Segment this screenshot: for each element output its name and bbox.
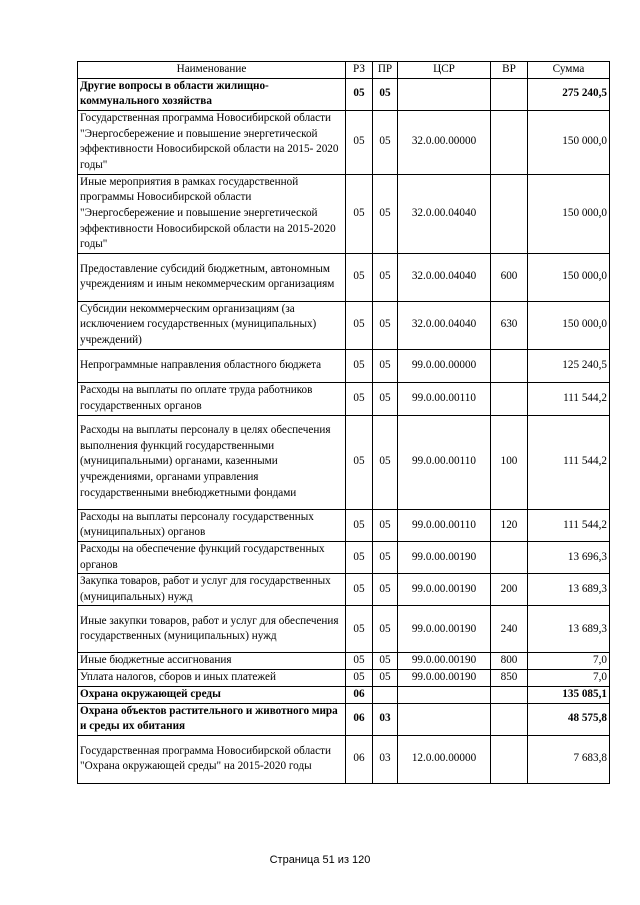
table-row bbox=[78, 415, 610, 509]
cell-pr: 05 bbox=[373, 653, 398, 670]
cell-sum: 111 544,2 bbox=[528, 415, 610, 509]
cell-pr: 03 bbox=[373, 735, 398, 783]
cell-vr: 100 bbox=[491, 415, 528, 509]
cell-vr bbox=[491, 541, 528, 573]
cell-pr: 05 bbox=[373, 669, 398, 686]
cell-vr: 200 bbox=[491, 574, 528, 606]
header-pr: ПР bbox=[373, 62, 398, 79]
cell-csr: 32.0.00.04040 bbox=[398, 253, 491, 301]
page-number: Страница 51 из 120 bbox=[269, 854, 371, 866]
cell-sum: 135 085,1 bbox=[528, 686, 610, 703]
cell-rz: 06 bbox=[346, 735, 373, 783]
table-row bbox=[78, 301, 610, 349]
cell-sum: 150 000,0 bbox=[528, 301, 610, 349]
cell-pr: 05 bbox=[373, 174, 398, 253]
cell-name: Иные закупки товаров, работ и услуг для обеспечения государственных (муниципальных) нужд bbox=[78, 606, 346, 653]
cell-rz: 05 bbox=[346, 669, 373, 686]
header-sum: Сумма bbox=[528, 62, 610, 79]
cell-sum: 275 240,5 bbox=[528, 78, 610, 110]
header-csr: ЦСР bbox=[398, 62, 491, 79]
cell-vr: 600 bbox=[491, 253, 528, 301]
table-row bbox=[78, 653, 610, 670]
cell-csr: 12.0.00.00000 bbox=[398, 735, 491, 783]
table-row bbox=[78, 574, 610, 606]
cell-rz: 05 bbox=[346, 382, 373, 415]
cell-name: Расходы на выплаты персоналу в целях обеспечения выполнения функций государственными (муниципальными) органами, казенными учреждениями, органами управления государственными внебюджетными фондами bbox=[78, 415, 346, 509]
cell-rz: 05 bbox=[346, 174, 373, 253]
cell-vr bbox=[491, 686, 528, 703]
cell-csr: 99.0.00.00110 bbox=[398, 382, 491, 415]
cell-pr: 05 bbox=[373, 541, 398, 573]
cell-pr: 05 bbox=[373, 382, 398, 415]
cell-vr: 800 bbox=[491, 653, 528, 670]
cell-name: Предоставление субсидий бюджетным, автономным учреждениям и иным некоммерческим организациям bbox=[78, 253, 346, 301]
cell-vr bbox=[491, 703, 528, 735]
cell-rz: 05 bbox=[346, 253, 373, 301]
header-vr: ВР bbox=[491, 62, 528, 79]
table-row bbox=[78, 174, 610, 253]
cell-csr: 32.0.00.04040 bbox=[398, 301, 491, 349]
cell-csr: 99.0.00.00190 bbox=[398, 574, 491, 606]
cell-sum: 7 683,8 bbox=[528, 735, 610, 783]
cell-csr: 99.0.00.00190 bbox=[398, 541, 491, 573]
table-row bbox=[78, 110, 610, 174]
cell-name: Закупка товаров, работ и услуг для государственных (муниципальных) нужд bbox=[78, 574, 346, 606]
table-header-row bbox=[78, 62, 610, 79]
cell-sum: 7,0 bbox=[528, 653, 610, 670]
cell-sum: 150 000,0 bbox=[528, 174, 610, 253]
cell-sum: 111 544,2 bbox=[528, 509, 610, 541]
cell-vr bbox=[491, 110, 528, 174]
cell-rz: 05 bbox=[346, 541, 373, 573]
cell-pr: 05 bbox=[373, 606, 398, 653]
cell-csr: 99.0.00.00110 bbox=[398, 509, 491, 541]
cell-vr bbox=[491, 174, 528, 253]
cell-csr bbox=[398, 686, 491, 703]
table-row bbox=[78, 735, 610, 783]
cell-pr: 05 bbox=[373, 509, 398, 541]
cell-csr: 99.0.00.00190 bbox=[398, 653, 491, 670]
table-row bbox=[78, 349, 610, 382]
header-rz: РЗ bbox=[346, 62, 373, 79]
cell-vr: 240 bbox=[491, 606, 528, 653]
cell-pr: 05 bbox=[373, 415, 398, 509]
table-row bbox=[78, 509, 610, 541]
cell-sum: 150 000,0 bbox=[528, 253, 610, 301]
cell-csr: 99.0.00.00110 bbox=[398, 415, 491, 509]
cell-sum: 150 000,0 bbox=[528, 110, 610, 174]
table-row bbox=[78, 686, 610, 703]
cell-pr: 05 bbox=[373, 78, 398, 110]
cell-rz: 05 bbox=[346, 509, 373, 541]
cell-sum: 13 689,3 bbox=[528, 606, 610, 653]
cell-vr bbox=[491, 349, 528, 382]
cell-pr: 05 bbox=[373, 574, 398, 606]
cell-sum: 111 544,2 bbox=[528, 382, 610, 415]
cell-rz: 05 bbox=[346, 574, 373, 606]
cell-name: Иные мероприятия в рамках государственной программы Новосибирской области "Энергосбережение и повышение энергетической эффективности Новосибирской области на 2015-2020 годы" bbox=[78, 174, 346, 253]
cell-vr bbox=[491, 735, 528, 783]
cell-csr: 32.0.00.04040 bbox=[398, 174, 491, 253]
cell-name: Субсидии некоммерческим организациям (за исключением государственных (муниципальных) учреждений) bbox=[78, 301, 346, 349]
cell-rz: 05 bbox=[346, 606, 373, 653]
cell-pr bbox=[373, 686, 398, 703]
cell-csr: 99.0.00.00190 bbox=[398, 606, 491, 653]
cell-name: Непрограммные направления областного бюджета bbox=[78, 349, 346, 382]
table-row bbox=[78, 78, 610, 110]
cell-vr: 630 bbox=[491, 301, 528, 349]
cell-vr bbox=[491, 78, 528, 110]
table-row bbox=[78, 703, 610, 735]
cell-csr bbox=[398, 78, 491, 110]
cell-rz: 05 bbox=[346, 110, 373, 174]
cell-csr: 32.0.00.00000 bbox=[398, 110, 491, 174]
cell-rz: 05 bbox=[346, 415, 373, 509]
table-row bbox=[78, 253, 610, 301]
cell-name: Охрана окружающей среды bbox=[78, 686, 346, 703]
cell-name: Охрана объектов растительного и животного мира и среды их обитания bbox=[78, 703, 346, 735]
table-row bbox=[78, 382, 610, 415]
table-row bbox=[78, 541, 610, 573]
cell-csr: 99.0.00.00000 bbox=[398, 349, 491, 382]
cell-name: Расходы на выплаты по оплате труда работников государственных органов bbox=[78, 382, 346, 415]
cell-name: Расходы на выплаты персоналу государственных (муниципальных) органов bbox=[78, 509, 346, 541]
cell-sum: 13 696,3 bbox=[528, 541, 610, 573]
cell-name: Уплата налогов, сборов и иных платежей bbox=[78, 669, 346, 686]
table-row bbox=[78, 606, 610, 653]
cell-pr: 03 bbox=[373, 703, 398, 735]
cell-rz: 05 bbox=[346, 78, 373, 110]
header-name: Наименование bbox=[78, 62, 346, 79]
cell-pr: 05 bbox=[373, 253, 398, 301]
cell-name: Государственная программа Новосибирской области "Охрана окружающей среды" на 2015-2020 годы bbox=[78, 735, 346, 783]
cell-rz: 05 bbox=[346, 301, 373, 349]
cell-vr bbox=[491, 382, 528, 415]
table-body bbox=[78, 78, 610, 783]
cell-pr: 05 bbox=[373, 110, 398, 174]
table-row bbox=[78, 669, 610, 686]
cell-sum: 125 240,5 bbox=[528, 349, 610, 382]
cell-csr bbox=[398, 703, 491, 735]
cell-sum: 7,0 bbox=[528, 669, 610, 686]
cell-name: Иные бюджетные ассигнования bbox=[78, 653, 346, 670]
cell-name: Другие вопросы в области жилищно-коммунального хозяйства bbox=[78, 78, 346, 110]
cell-name: Расходы на обеспечение функций государственных органов bbox=[78, 541, 346, 573]
budget-table bbox=[77, 61, 610, 784]
cell-name: Государственная программа Новосибирской области "Энергосбережение и повышение энергетической эффективности Новосибирской области на 2015- 2020 годы" bbox=[78, 110, 346, 174]
cell-rz: 05 bbox=[346, 653, 373, 670]
cell-rz: 05 bbox=[346, 349, 373, 382]
cell-pr: 05 bbox=[373, 349, 398, 382]
cell-vr: 850 bbox=[491, 669, 528, 686]
cell-rz: 06 bbox=[346, 686, 373, 703]
cell-rz: 06 bbox=[346, 703, 373, 735]
cell-csr: 99.0.00.00190 bbox=[398, 669, 491, 686]
cell-sum: 13 689,3 bbox=[528, 574, 610, 606]
cell-sum: 48 575,8 bbox=[528, 703, 610, 735]
cell-vr: 120 bbox=[491, 509, 528, 541]
cell-pr: 05 bbox=[373, 301, 398, 349]
